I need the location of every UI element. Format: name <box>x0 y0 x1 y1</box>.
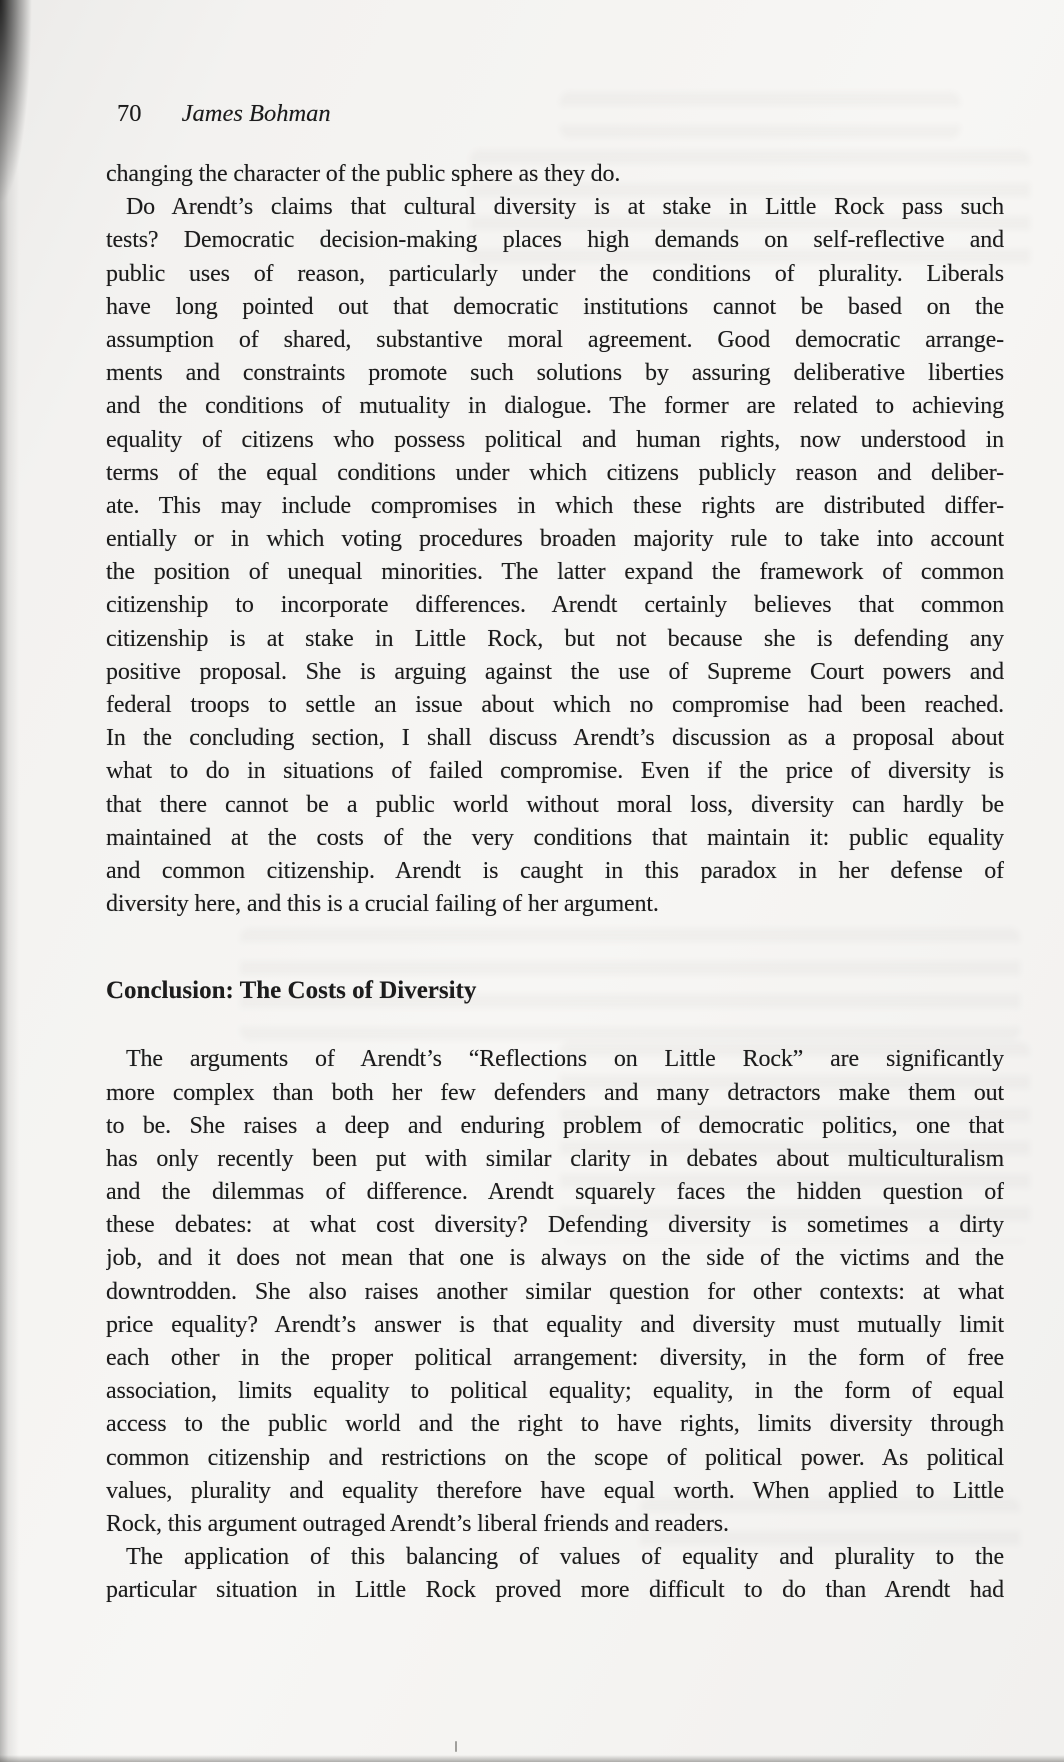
text-line: diversity here, and this is a crucial failing of her argument. <box>106 891 659 918</box>
scan-edge-shadow-left <box>0 0 24 1762</box>
text-line: has only recently been put with similar clarity in debates about multiculturalism <box>106 1145 1004 1172</box>
text-line: federal troops to settle an issue about which no compromise had been reached. <box>106 692 1004 718</box>
text-line: each other in the proper political arrangement: diversity, in the form of free <box>106 1345 1004 1371</box>
text-line: Rock, this argument outraged Arendt’s liberal friends and readers. <box>106 1510 729 1537</box>
text-line: have long pointed out that democratic institutions cannot be based on the <box>106 293 1004 320</box>
text-line: downtrodden. She also raises another similar question for other contexts: at what <box>106 1278 1004 1305</box>
text-line: ments and constraints promote such solutions by assuring deliberative liberties <box>106 360 1004 387</box>
paragraph-little-rock-tests <box>106 191 1004 921</box>
text-line: to be. She raises a deep and enduring problem of democratic politics, one that <box>106 1112 1004 1139</box>
text-line: what to do in situations of failed compromise. Even if the price of diversity is <box>106 758 1004 785</box>
text-line: citizenship to incorporate differences. Arendt certainly believes that common <box>106 592 1004 619</box>
text-line: changing the character of the public sphere as they do. <box>106 161 621 187</box>
text-line: job, and it does not mean that one is always on the side of the victims and the <box>106 1245 1004 1272</box>
text-line: access to the public world and the right to have rights, limits diversity through <box>106 1411 1004 1438</box>
text-line: price equality? Arendt’s answer is that equality and diversity must mutually limit <box>106 1311 1004 1338</box>
text-line: and the dilemmas of difference. Arendt squarely faces the hidden question of <box>106 1179 1004 1206</box>
paragraph-continued <box>106 158 1004 191</box>
scan-speck-artifact <box>455 1741 457 1752</box>
text-line: Do Arendt’s claims that cultural diversity is at stake in Little Rock pass such <box>126 194 1004 221</box>
text-line: entially or in which voting procedures broaden majority rule to take into account <box>106 526 1004 553</box>
text-line: maintained at the costs of the very conditions that maintain it: public equality <box>106 824 1004 851</box>
text-line: positive proposal. She is arguing against the use of Supreme Court powers and <box>106 658 1004 685</box>
page-body-text <box>106 158 1004 1608</box>
text-line: The arguments of Arendt’s “Reflections on Little Rock” are significantly <box>126 1046 1004 1073</box>
text-line: and the conditions of mutuality in dialogue. The former are related to achieving <box>106 393 1004 420</box>
text-line: these debates: at what cost diversity? Defending diversity is sometimes a dirty <box>106 1212 1004 1239</box>
text-line: association, limits equality to political equality; equality, in the form of equal <box>106 1378 1004 1405</box>
text-line: tests? Democratic decision-making places high demands on self-reflective and <box>106 227 1004 254</box>
text-line: In the concluding section, I shall discuss Arendt’s discussion as a proposal about <box>106 725 1004 752</box>
section-heading: Conclusion: The Costs of Diversity <box>106 977 477 1005</box>
page-showthrough-artifact <box>560 92 960 138</box>
page-header <box>117 97 331 130</box>
text-line: public uses of reason, particularly under the conditions of plurality. Liberals <box>106 260 1004 287</box>
text-line: more complex than both her few defenders and many detractors make them out <box>106 1079 1004 1106</box>
text-line: citizenship is at stake in Little Rock, but not because she is defending any <box>106 625 1004 652</box>
paragraph-conclusion-arguments <box>106 1043 1004 1541</box>
text-line: values, plurality and equality therefore have equal worth. When applied to Little <box>106 1477 1004 1504</box>
paragraph-application <box>106 1541 1004 1607</box>
page-number: 70 <box>117 100 142 127</box>
text-line: ate. This may include compromises in which these rights are distributed differ- <box>106 492 1004 519</box>
text-line: terms of the equal conditions under which citizens publicly reason and deliber- <box>106 459 1004 486</box>
text-line: equality of citizens who possess political and human rights, now understood in <box>106 426 1004 453</box>
text-line: the position of unequal minorities. The latter expand the framework of common <box>106 559 1004 586</box>
running-header-author: James Bohman <box>181 100 331 127</box>
text-line: assumption of shared, substantive moral agreement. Good democratic arrange- <box>106 326 1004 353</box>
text-line: The application of this balancing of values of equality and plurality to the <box>126 1544 1004 1571</box>
text-line: common citizenship and restrictions on the scope of political power. As political <box>106 1444 1004 1471</box>
text-line: particular situation in Little Rock proved more difficult to do than Arendt had <box>106 1577 1004 1604</box>
text-line: and common citizenship. Arendt is caught in this paradox in her defense of <box>106 857 1004 884</box>
scan-edge-shadow-bottom <box>0 1755 1064 1762</box>
text-line: that there cannot be a public world without moral loss, diversity can hardly be <box>106 791 1004 818</box>
scan-corner-shadow-top-left <box>0 0 34 260</box>
